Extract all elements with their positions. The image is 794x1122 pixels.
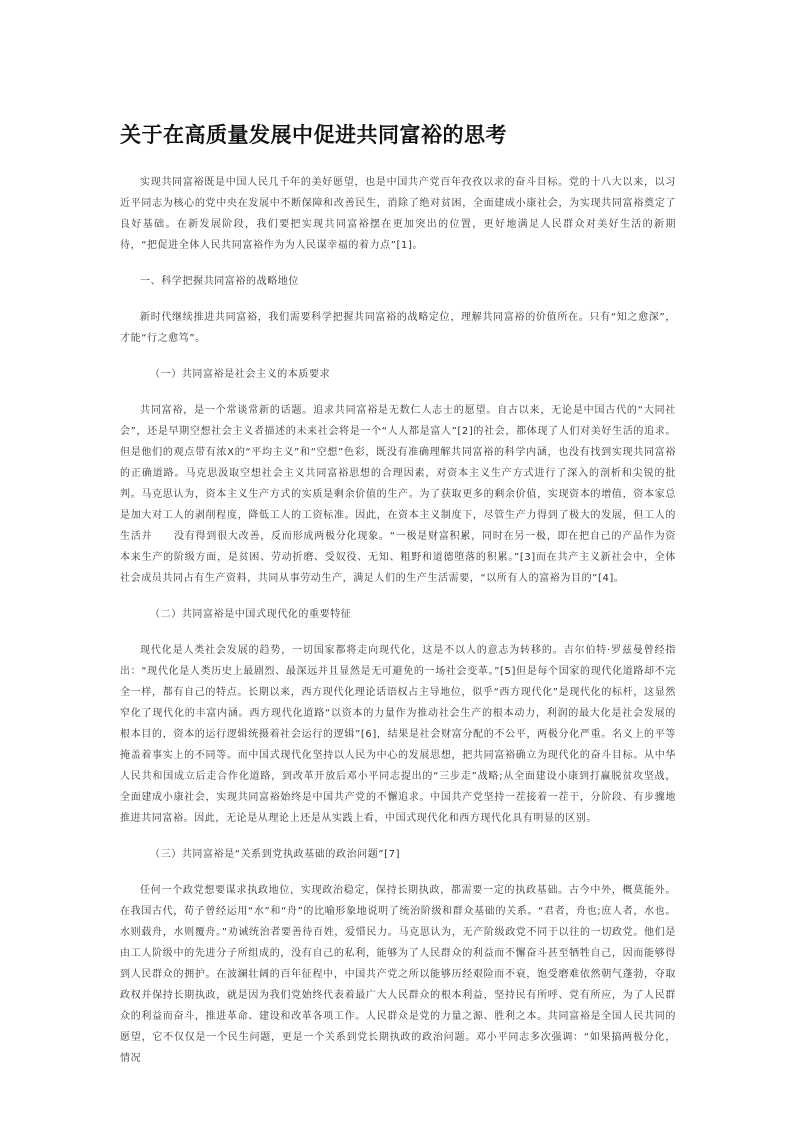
subsection-heading-2: （二）共同富裕是中国式现代化的重要特征 (150, 609, 352, 620)
document-title: 关于在高质量发展中促进共同富裕的思考 (120, 123, 507, 148)
subsection-2-paragraph: 现代化是人类社会发展的趋势，一切国家都将走向现代化，这是不以人的意志为转移的。吉尔伯特·罗兹曼曾经指出：“现代化是人类历史上最剧烈、最深远并且显然是无可避免的一场社会变革。”[5]但是每个国家的现代化道路却不完全一样，都有自己的特点。长期以来，西方现代化理论话语权占主导地位，似乎“西方现代化”是现代化的标杆，这显然窄化了现代化的丰富内涵。西方现代化道路“以资本的力量作为推动社会生产的根本动力，利润的最大化是社会发展的根本目的，资本的运行逻辑统摄着社会运行的逻辑”[6]，结果是社会财富分配的不公平，两极分化严重。名义上的平等掩盖着事实上的不同等。而中国式现代化坚持以人民为中心的发展思想，把共同富裕确立为现代化的奋斗目标。从中华人民共和国成立后走合作化道路，到改革开放后邓小平同志提出的“三步走”战略;从全面建设小康到打赢脱贫攻坚战，全面建成小康社会，实现共同富裕始终是中国共产党的不懈追求。中国共产党坚持一茬接着一茬干，分阶段、有步骤地推进共同富裕。因此，无论是从理论上还是从实践上看，中国式现代化和西方现代化具有明显的区别。 (120, 645, 676, 824)
subsection-heading-1: （一）共同富裕是社会主义的本质要求 (150, 369, 331, 380)
document-body (120, 172, 676, 1084)
section-1-paragraph: 新时代继续推进共同富裕，我们需要科学把握共同富裕的战略定位，理解共同富裕的价值所在。只有“知之愈深”，才能“行之愈笃”。 (120, 312, 676, 344)
intro-paragraph: 实现共同富裕既是中国人民几千年的美好愿望，也是中国共产党百年孜孜以求的奋斗目标。党的十八大以来，以习近平同志为核心的党中央在发展中不断保障和改善民生，消除了绝对贫困，全面建成小康社会，为实现共同富裕奠定了良好基础。在新发展阶段，我们要把实现共同富裕摆在更加突出的位置，更好地满足人民群众对美好生活的新期待，“把促进全体人民共同富裕作为为人民谋幸福的着力点”[1]。 (120, 177, 676, 251)
section-heading-1: 一、科学把握共同富裕的战略地位 (140, 276, 299, 287)
subsection-1-paragraph: 共同富裕，是一个常谈常新的话题。追求共同富裕是无数仁人志士的愿望。自古以来，无论是中国古代的“大同社会”，还是早期空想社会主义者描述的未来社会将是一个“人人都是富人”[2]的社会，都体现了人们对美好生活的追求。但是他们的观点带有浓X的“平均主义”和“空想”色彩，既没有准确理解共同富裕的科学内涵，也没有找到实现共同富裕的正确道路。马克思汲取空想社会主义共同富裕思想的合理因素，对资本主义生产方式进行了深入的剖析和尖锐的批判。马克思认为，资本主义生产方式的实质是剩余价值的生产。为了获取更多的剩余价值，实现资本的增值，资本家总是加大对工人的剥削程度，降低工人的工资标准。因此，在资本主义制度下，尽管生产力得到了极大的发展，但工人的生活并 没有得到很大改善，反而形成两极分化现象。“一极是财富积累，同时在另一极，即在把自己的产品作为资本来生产的阶级方面，是贫困、劳动折磨、受奴役、无知、粗野和道德堕落的积累。”[3]而在共产主义新社会中，全体社会成员共同占有生产资料，共同从事劳动生产，满足人们的生产生活需要，“以所有人的富裕为目的”[4]。 (120, 405, 676, 584)
subsection-heading-3: （三）共同富裕是“关系到党执政基础的政治问题”[7] (150, 849, 401, 860)
subsection-3-paragraph: 任何一个政党想要谋求执政地位，实现政治稳定，保持长期执政，都需要一定的执政基础。古今中外，概莫能外。在我国古代，荀子曾经运用“水”和“舟”的比喻形象地说明了统治阶级和群众基础的关系。“君者，舟也;庶人者，水也。水则载舟，水则覆舟。”劝诫统治者要善待百姓，爱惜民力。马克思认为，无产阶级政党不同于以往的一切政党。他们是由工人阶级中的先进分子所组成的，没有自己的私利，能够为了人民群众的利益而不懈奋斗甚至牺牲自己，因而能够得到人民群众的拥护。在波澜壮阔的百年征程中，中国共产党之所以能够历经艰险而不衰，饱受磨难依然朝气蓬勃，夺取政权并保持长期执政，就是因为我们党始终代表着最广大人民群众的根本利益，坚持民有所呼、党有所应，为了人民群众的利益而奋斗，推进革命、建设和改革各项工作。人民群众是党的力量之源、胜利之本。共同富裕是全国人民共同的愿望，它不仅仅是一个民生问题，更是一个关系到党长期执政的政治问题。邓小平同志多次强调：“如果搞两极分化，情况 (120, 885, 676, 1064)
